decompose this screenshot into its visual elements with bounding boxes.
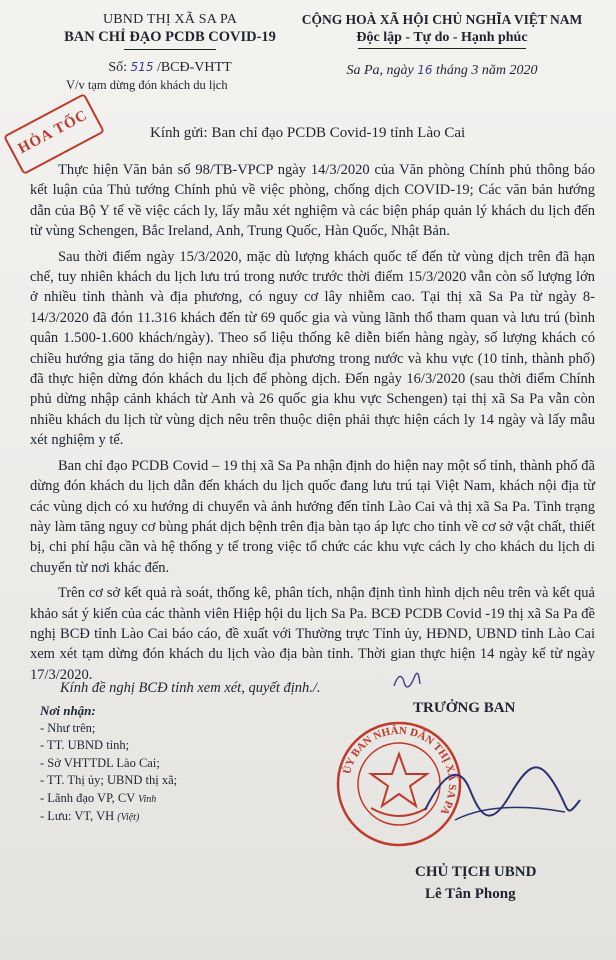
document-subject: V/v tạm dừng đón khách du lịch bbox=[66, 78, 228, 92]
urgent-stamp: HỎA TỐC bbox=[3, 93, 105, 175]
header-divider bbox=[124, 49, 216, 50]
nation-name: CỘNG HOÀ XÃ HỘI CHỦ NGHĨA VIỆT NAM bbox=[301, 12, 583, 27]
paragraph-4: Trên cơ sở kết quả rà soát, thống kê, phân tích, nhận định tình hình dịch nêu trên và kết quả khảo sát ý kiến của các thành viên Hiệp hội du lịch Sa Pa. BCĐ PCDB Covid -19 thị xã Sa Pa đề nghị BCĐ tỉnh Lào Cai báo cáo, đề xuất với Thường trực Tỉnh ủy, HĐND, UBND tỉnh Lào Cai xem xét tạm dừng đón khách du lịch vào địa bàn tỉnh. Thời gian thực hiện 14 ngày kể từ ngày 17/3/2020. bbox=[30, 585, 595, 683]
distribution-note: Vinh bbox=[138, 793, 157, 805]
distribution-item bbox=[40, 790, 177, 809]
seal-text: ỦY BAN NHÂN DÂN THỊ XÃ SA PA bbox=[341, 724, 459, 817]
paragraph-2: Sau thời điểm ngày 15/3/2020, mặc dù lượng khách quốc tế đến từ vùng dịch trên đã hạn chế, tuy nhiên khách du lịch lưu trú trong nước trước thời điểm 15/3/2020 vẫn còn số lượng lớn ở nhiều tỉnh thành và địa phương, có nguy cơ lây nhiễm cao. Tại thị xã Sa Pa từ ngày 8-14/3/2020 đã đón 11.316 khách đến từ 69 quốc gia và vùng lãnh thổ tham quan và lưu trú (bình quân 1.500-1.600 khách/ngày). Theo số liệu thống kê diễn biến hàng ngày, số lượng khách có chiều hướng gia tăng do hiện nay nhiều địa phương trong nước và khu vực (10 tỉnh, thành phố) đã thực hiện dừng đón khách du lịch để phòng dịch. Đến ngày 16/3/2020 (sau thời điểm Chính phủ dừng nhập cảnh khách từ Anh và 26 quốc gia khu vực Schengen) tại thị xã Sa Pa vẫn còn nhiều khách du lịch từ vùng dịch nêu trên thuộc diện phải thực hiện cách ly 14 ngày và lấy mẫu xét nghiệm y tế. bbox=[30, 248, 595, 449]
distribution-note: (Việt) bbox=[117, 812, 140, 823]
distribution-list bbox=[40, 702, 177, 827]
distribution-item: - Như trên; bbox=[40, 720, 96, 735]
motto-divider bbox=[358, 48, 526, 49]
distribution-item-label: - Lãnh đạo VP, CV bbox=[40, 790, 136, 805]
signature-block bbox=[325, 690, 595, 950]
document-date bbox=[282, 63, 602, 79]
signer-name: Lê Tân Phong bbox=[425, 886, 516, 902]
organization-name: BAN CHỈ ĐẠO PCDB COVID-19 bbox=[64, 29, 276, 45]
date-day: 16 bbox=[417, 63, 433, 77]
handwritten-signature bbox=[415, 750, 585, 840]
issuer-block bbox=[40, 12, 300, 93]
recipient-line: Kính gửi: Ban chỉ đạo PCDB Covid-19 tỉnh Lào Cai bbox=[150, 125, 466, 141]
document-number bbox=[40, 60, 300, 76]
date-suffix: tháng 3 năm 2020 bbox=[436, 63, 538, 78]
parent-organization: UBND THỊ XÃ SA PA bbox=[102, 12, 238, 27]
paragraph-1: Thực hiện Văn bản số 98/TB-VPCP ngày 14/3/2020 của Văn phòng Chính phủ thông báo kết luận của Thủ tướng Chính phủ về việc phòng, chống dịch COVID-19; Các văn bản hướng dẫn của Bộ Y tế về việc cách ly, lấy mẫu xét nghiệm và các biện pháp quản lý khách du lịch đến từ vùng Schengen, Bắc Ireland, Anh, Trung Quốc, Hàn Quốc, Nhật Bản. bbox=[30, 162, 595, 240]
national-motto: Độc lập - Tự do - Hạnh phúc bbox=[356, 30, 528, 45]
distribution-item-label: - Lưu: VT, VH bbox=[40, 809, 115, 823]
initials-signature bbox=[392, 672, 422, 690]
signer-title: TRƯỞNG BAN bbox=[413, 700, 516, 716]
paragraph-3: Ban chỉ đạo PCDB Covid – 19 thị xã Sa Pa nhận định do hiện nay một số tỉnh, thành phố đã dừng đón khách du lịch dẫn đến khách du lịch quốc đang lưu trú tại Việt Nam, khách nội địa từ các vùng dịch có xu hướng di chuyển và ảnh hưởng đến tỉnh Lào Cai và thị xã Sa Pa. Tình trạng này làm tăng nguy cơ bùng phát dịch bệnh trên địa bàn tạo áp lực cho tỉnh về cơ sở vật chất, thiết bị, chi phí hậu cần và hệ thống y tế trong việc tổ chức các khu vực cách ly cho khách du lịch di chuyển từ nơi khác đến. bbox=[30, 457, 595, 576]
national-heading bbox=[282, 12, 602, 79]
document-body bbox=[30, 160, 595, 690]
number-suffix: /BCĐ-VHTT bbox=[156, 60, 232, 75]
distribution-item: - TT. Thị ủy; UBND thị xã; bbox=[40, 773, 178, 787]
distribution-title: Nơi nhận: bbox=[40, 703, 96, 718]
distribution-item: - TT. UBND tỉnh; bbox=[40, 738, 130, 752]
distribution-item bbox=[40, 808, 177, 827]
number-value: 515 bbox=[130, 60, 154, 74]
date-prefix: Sa Pa, ngày bbox=[346, 63, 414, 78]
number-prefix: Số: bbox=[108, 60, 128, 75]
closing-line: Kính đề nghị BCĐ tỉnh xem xét, quyết định./. bbox=[60, 680, 321, 696]
signer-role: CHỦ TỊCH UBND bbox=[415, 864, 537, 880]
distribution-item: - Sở VHTTDL Lào Cai; bbox=[40, 755, 160, 770]
